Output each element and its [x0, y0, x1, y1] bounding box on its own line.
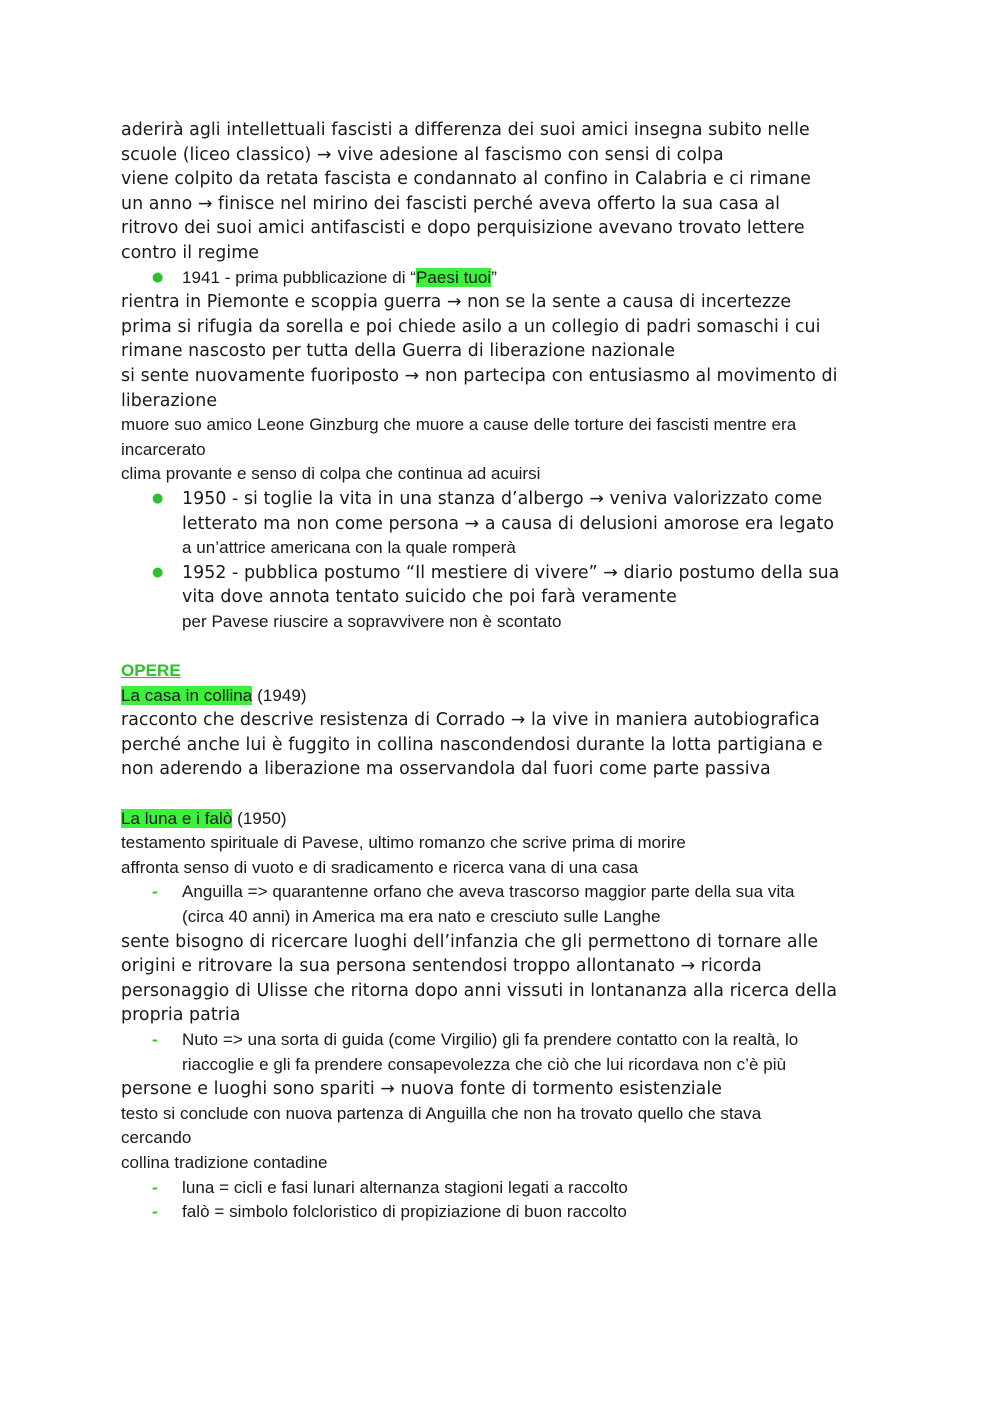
text-line: un anno → finisce nel mirino dei fascisti perché aveva offerto la sua casa al [121, 193, 781, 214]
dash-item-luna: - luna = cicli e fasi lunari alternanza stagioni legati a raccolto [121, 1176, 891, 1201]
text-line: contro il regime [121, 242, 259, 263]
text-line: rimane nascosto per tutta della Guerra di liberazione nazionale [121, 341, 675, 362]
dash-icon: - [152, 1202, 158, 1222]
bullet-icon: ● [152, 490, 164, 506]
text-line: prima si rifugia da sorella e poi chiede asilo a un collegio di padri somaschi i cui [121, 316, 821, 337]
dash-icon: - [152, 882, 158, 902]
text-line: testo si conclude con nuova partenza di Anguilla che non ha trovato quello che stava [121, 1103, 762, 1123]
text-line: personaggio di Ulisse che ritorna dopo anni vissuti in lontananza alla ricerca della [121, 980, 838, 1001]
bullet-item-1950: ● 1950 - si toglie la vita in una stanza d’albergo → veniva valorizzato come [121, 487, 891, 512]
text-line: affronta senso di vuoto e di sradicamento e ricerca vana di una casa [121, 857, 639, 877]
text-line: sente bisogno di ricercare luoghi dell’infanzia che gli permettono di tornare alle [121, 931, 819, 952]
highlighted-title: La luna e i falò [121, 808, 233, 828]
bullet-continuation: per Pavese riuscire a sopravvivere non è scontato [182, 611, 562, 631]
text-line: liberazione [121, 390, 218, 411]
text-line: ritrovo dei suoi amici antifascisti e dopo perquisizione avevano trovato lettere [121, 218, 805, 239]
dash-continuation: riaccoglie e gli fa prendere consapevolezza che ciò che lui ricordava non c’è più [182, 1054, 787, 1074]
highlighted-title: Paesi tuoi [416, 267, 492, 287]
text-line: testamento spirituale di Pavese, ultimo romanzo che scrive prima di morire [121, 833, 686, 853]
text-line: perché anche lui è fuggito in collina nascondendosi durante la lotta partigiana e [121, 734, 823, 755]
text-line: clima provante e senso di colpa che continua ad acuirsi [121, 464, 541, 484]
dash-item-falo: - falò = simbolo folcloristico di propiziazione di buon raccolto [121, 1200, 891, 1225]
bullet-continuation: letterato ma non come persona → a causa di delusioni amorose era legato [182, 513, 835, 534]
work-title-line: La luna e i falò (1950) [121, 808, 287, 828]
dash-continuation: (circa 40 anni) in America ma era nato e cresciuto sulle Langhe [182, 907, 661, 926]
text-line: racconto che descrive resistenza di Corrado → la vive in maniera autobiografica [121, 710, 820, 731]
text-line: viene colpito da retata fascista e condannato al confino in Calabria e ci rimane [121, 169, 811, 190]
bullet-icon: ● [152, 564, 164, 580]
bullet-icon: ● [152, 269, 164, 285]
spacer [121, 634, 891, 659]
text-line: si sente nuovamente fuoriposto → non partecipa con entusiasmo al movimento di [121, 365, 838, 386]
text-line: muore suo amico Leone Ginzburg che muore a cause delle torture dei fascisti mentre era [121, 415, 797, 435]
work-title-line: La casa in collina (1949) [121, 685, 307, 705]
bullet-continuation: a un’attrice americana con la quale romperà [182, 538, 516, 558]
text-line: propria patria [121, 1005, 241, 1026]
dash-icon: - [152, 1029, 158, 1049]
text-line: aderirà agli intellettuali fascisti a differenza dei suoi amici insegna subito nelle [121, 120, 810, 140]
dash-icon: - [152, 1177, 158, 1197]
bullet-item-1941: ● 1941 - prima pubblicazione di “Paesi tuoi” [121, 266, 891, 291]
bullet-item-1952: ● 1952 - pubblica postumo “Il mestiere di vivere” → diario postumo della sua [121, 561, 891, 586]
opere-heading: OPERE [121, 661, 181, 681]
text-line: non aderendo a liberazione ma osservandola dal fuori come parte passiva [121, 759, 771, 780]
section-heading [121, 659, 891, 684]
text-line: rientra in Piemonte e scoppia guerra → non se la sente a causa di incertezze [121, 292, 792, 313]
text-line: collina tradizione contadine [121, 1152, 328, 1172]
bullet-continuation: vita dove annota tentato suicido che poi farà veramente [182, 587, 677, 608]
text-line: origini e ritrovare la sua persona sentendosi troppo allontanato → ricorda [121, 956, 762, 977]
text-line: scuole (liceo classico) → vive adesione al fascismo con sensi di colpa [121, 144, 724, 165]
dash-item-anguilla: - Anguilla => quarantenne orfano che aveva trascorso maggior parte della sua vita [121, 880, 891, 905]
spacer [121, 782, 891, 807]
highlighted-title: La casa in collina [121, 685, 253, 705]
text-line: cercando [121, 1128, 192, 1148]
text-line: incarcerato [121, 439, 206, 459]
dash-item-nuto: - Nuto => una sorta di guida (come Virgilio) gli fa prendere contatto con la realtà, lo [121, 1028, 891, 1053]
document-page [121, 118, 891, 1225]
text-line: persone e luoghi sono spariti → nuova fonte di tormento esistenziale [121, 1079, 722, 1100]
